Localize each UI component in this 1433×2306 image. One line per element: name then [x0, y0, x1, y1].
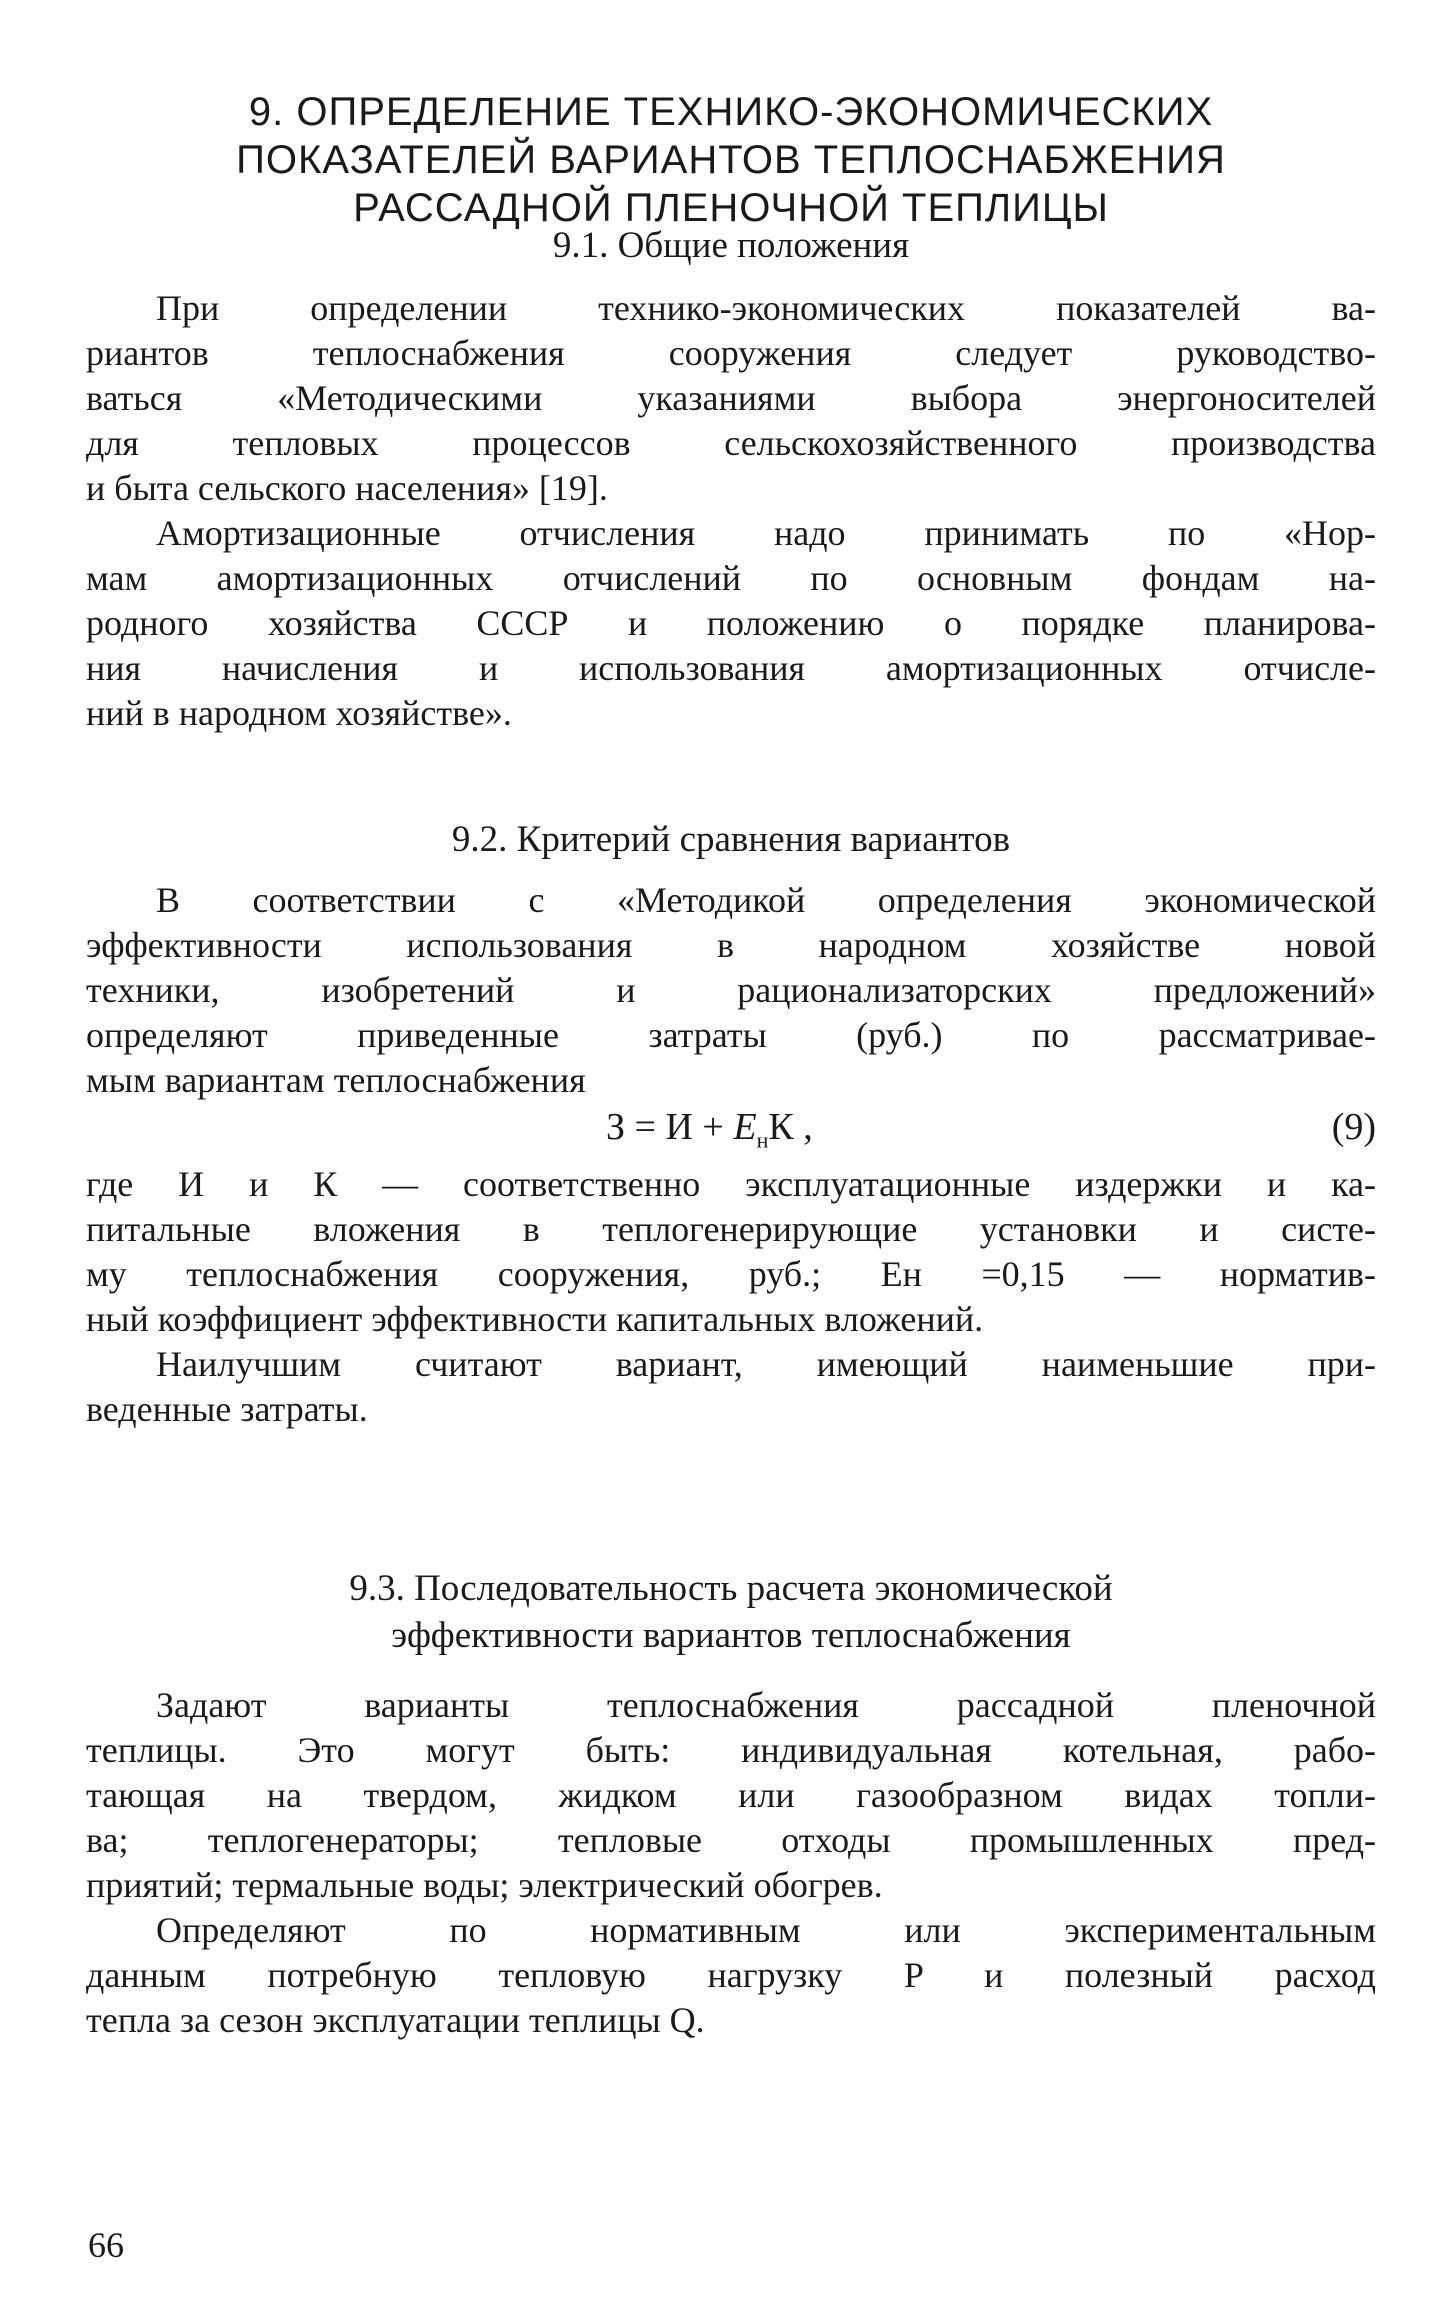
formula-number: (9) — [1331, 1106, 1376, 1148]
text-line: для тепловых процессов сельскохозяйственного производства — [86, 423, 1376, 463]
text-line: и быта сельского населения» [19]. — [86, 468, 608, 508]
text-line: приятий; термальные воды; электрический обогрев. — [86, 1865, 883, 1905]
page-number: 66 — [88, 2225, 124, 2265]
section-heading-9-1 — [86, 222, 1376, 269]
section-heading-line: 9.2. Критерий сравнения вариантов — [451, 819, 1011, 860]
section-heading-line: эффективности вариантов теплоснабжения — [391, 1615, 1071, 1656]
formula-coefficient-subscript: н — [756, 1127, 769, 1153]
chapter-title-line: ПОКАЗАТЕЛЕЙ ВАРИАНТОВ ТЕПЛОСНАБЖЕНИЯ — [236, 138, 1226, 182]
paragraph-9-2-a — [86, 878, 1376, 1103]
text-line: веденные затраты. — [86, 1389, 368, 1429]
text-line: При определении технико-экономических показателей ва- — [156, 288, 1376, 328]
text-line: питальные вложения в теплогенерирующие установки и систе- — [86, 1209, 1376, 1249]
text-line: Наилучшим считают вариант, имеющий наименьшие при- — [156, 1344, 1376, 1384]
text-line: теплицы. Это могут быть: индивидуальная котельная, рабо- — [86, 1730, 1376, 1770]
text-line: мым вариантам теплоснабжения — [86, 1060, 586, 1100]
formula — [606, 1102, 813, 1166]
text-line: данным потребную тепловую нагрузку P и полезный расход — [86, 1955, 1376, 1995]
formula-row — [86, 1102, 1376, 1152]
text-line: ния начисления и использования амортизационных отчисле- — [86, 648, 1376, 688]
text-line: где И и К — соответственно эксплуатационные издержки и ка- — [86, 1164, 1376, 1204]
text-line: техники, изобретений и рационализаторских предложений» — [86, 970, 1376, 1010]
paragraph-9-3-a — [86, 1683, 1376, 1908]
text-line: му теплоснабжения сооружения, руб.; Eн =0,15 — норматив- — [86, 1254, 1376, 1294]
text-line: тепла за сезон эксплуатации теплицы Q. — [86, 2000, 705, 2040]
text-line: Задают варианты теплоснабжения рассадной пленочной — [156, 1685, 1376, 1725]
paragraph-9-2-c — [86, 1342, 1376, 1432]
chapter-title-line: 9. ОПРЕДЕЛЕНИЕ ТЕХНИКО-ЭКОНОМИЧЕСКИХ — [248, 90, 1214, 134]
text-line: ний в народном хозяйстве». — [86, 693, 512, 733]
text-line: тающая на твердом, жидком или газообразном видах топли- — [86, 1775, 1376, 1815]
formula-rhs: К , — [768, 1106, 813, 1148]
paragraph-9-1-b — [86, 511, 1376, 736]
text-line: ваться «Методическими указаниями выбора энергоносителей — [86, 378, 1376, 418]
section-heading-9-3 — [86, 1565, 1376, 1659]
text-line: Определяют по нормативным или экспериментальным — [156, 1910, 1376, 1950]
text-line: эффективности использования в народном хозяйстве новой — [86, 925, 1376, 965]
section-heading-line: 9.3. Последовательность расчета экономической — [349, 1568, 1113, 1609]
text-line: родного хозяйства СССР и положению о порядке планирова- — [86, 603, 1376, 643]
text-line: В соответствии с «Методикой определения экономической — [156, 880, 1376, 920]
text-line: ва; теплогенераторы; тепловые отходы промышленных пред- — [86, 1820, 1376, 1860]
formula-lhs: З = И + — [606, 1106, 734, 1148]
section-heading-line: 9.1. Общие положения — [552, 225, 910, 266]
chapter-title — [86, 88, 1376, 232]
chapter-title-line: РАССАДНОЙ ПЛЕНОЧНОЙ ТЕПЛИЦЫ — [353, 186, 1109, 230]
paragraph-9-1-a — [86, 286, 1376, 511]
text-line: Амортизационные отчисления надо принимать по «Нор- — [156, 513, 1376, 553]
text-line: определяют приведенные затраты (руб.) по рассматривае- — [86, 1015, 1376, 1055]
text-line: мам амортизационных отчислений по основным фондам на- — [86, 558, 1376, 598]
text-line: ный коэффициент эффективности капитальных вложений. — [86, 1299, 984, 1339]
text-line: риантов теплоснабжения сооружения следует руководство- — [86, 333, 1376, 373]
paragraph-9-3-b — [86, 1908, 1376, 2043]
paragraph-9-2-b — [86, 1162, 1376, 1342]
section-heading-9-2 — [86, 816, 1376, 863]
formula-coefficient: E — [733, 1106, 757, 1148]
